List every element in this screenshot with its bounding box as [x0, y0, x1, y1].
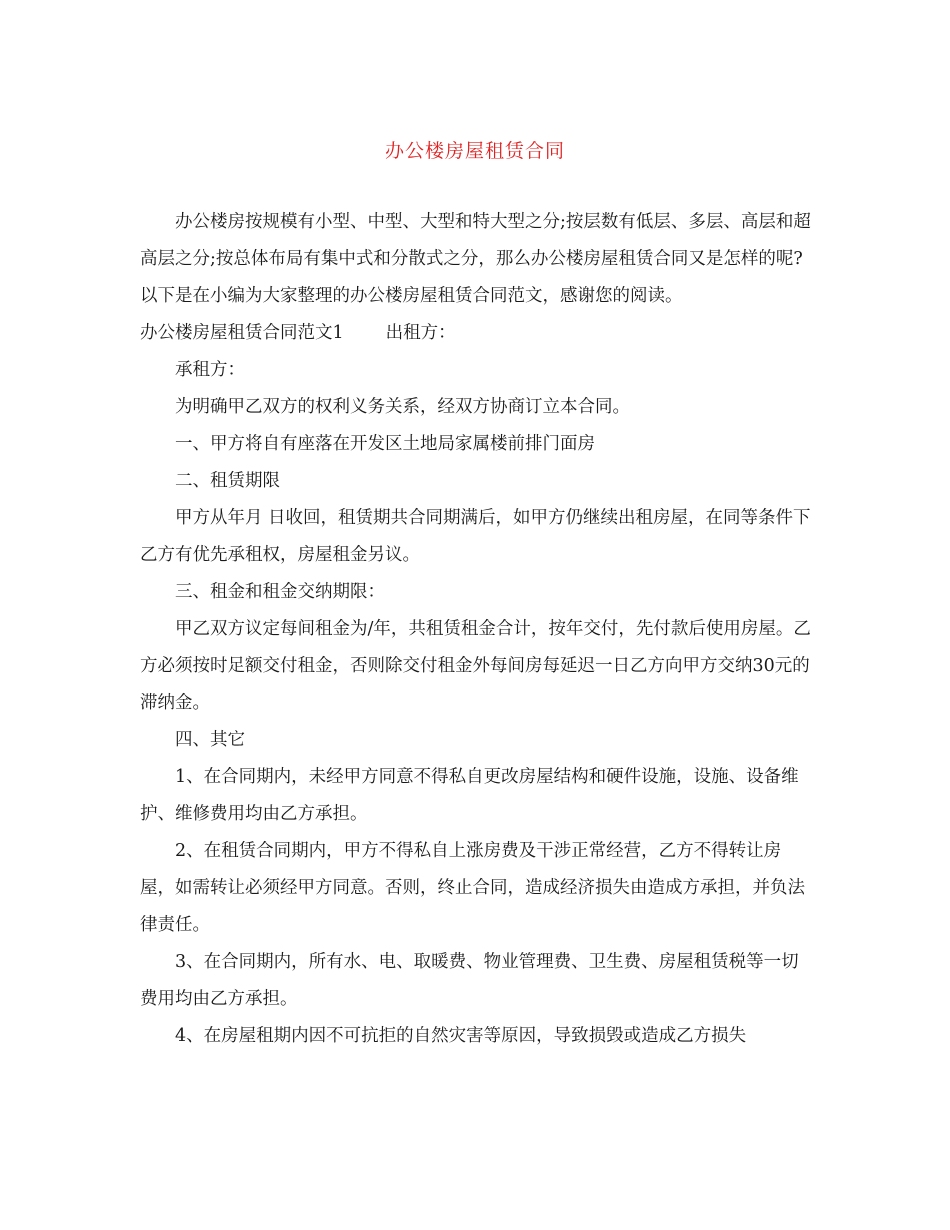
document-body [140, 204, 816, 1055]
document-title: 办公楼房屋租赁合同 [384, 140, 565, 162]
clause-2-text: 甲方从年月 日收回，租赁期共合同期满后，如甲方仍继续出租房屋，在同等条件下乙方有优先承租权，房屋租金另议。 [140, 508, 811, 565]
clause-2-heading: 二、租赁期限 [175, 471, 280, 491]
sample-heading-line [140, 315, 816, 352]
clause-4-item-1: 1、在合同期内，未经甲方同意不得私自更改房屋结构和硬件设施，设施、设备维护、维修费用均由乙方承担。 [140, 767, 799, 824]
clause-4-item-3: 3、在合同期内，所有水、电、取暖费、物业管理费、卫生费、房屋租赁税等一切费用均由乙方承担。 [140, 952, 799, 1009]
intro-paragraph: 办公楼房按规模有小型、中型、大型和特大型之分;按层数有低层、多层、高层和超高层之分;按总体布局有集中式和分散式之分，那么办公楼房屋租赁合同又是怎样的呢?以下是在小编为大家整理的办公楼房屋租赁合同范文，感谢您的阅读。 [140, 212, 811, 306]
clause-4-heading: 四、其它 [175, 730, 245, 750]
clause-4-item-4: 4、在房屋租期内因不可抗拒的自然灾害等原因，导致损毁或造成乙方损失 [175, 1026, 747, 1046]
clause-1: 一、甲方将自有座落在开发区土地局家属楼前排门面房 [175, 434, 595, 454]
lessor-label: 出租方： [385, 323, 456, 343]
clause-3-heading: 三、租金和租金交纳期限： [175, 582, 385, 602]
lessee-label: 承租方： [175, 360, 245, 380]
clause-3-text: 甲乙双方议定每间租金为/年，共租赁租金合计，按年交付，先付款后使用房屋。乙方必须按时足额交付租金，否则除交付租金外每间房每延迟一日乙方向甲方交纳30元的滞纳金。 [140, 619, 811, 713]
clause-4-item-2: 2、在租赁合同期内，甲方不得私自上涨房费及干涉正常经营，乙方不得转让房屋，如需转让必须经甲方同意。否则，终止合同，造成经济损失由造成方承担，并负法律责任。 [140, 841, 805, 935]
sample-heading: 办公楼房屋租赁合同范文1 [140, 323, 344, 343]
purpose-paragraph: 为明确甲乙双方的权利义务关系，经双方协商订立本合同。 [175, 397, 630, 417]
